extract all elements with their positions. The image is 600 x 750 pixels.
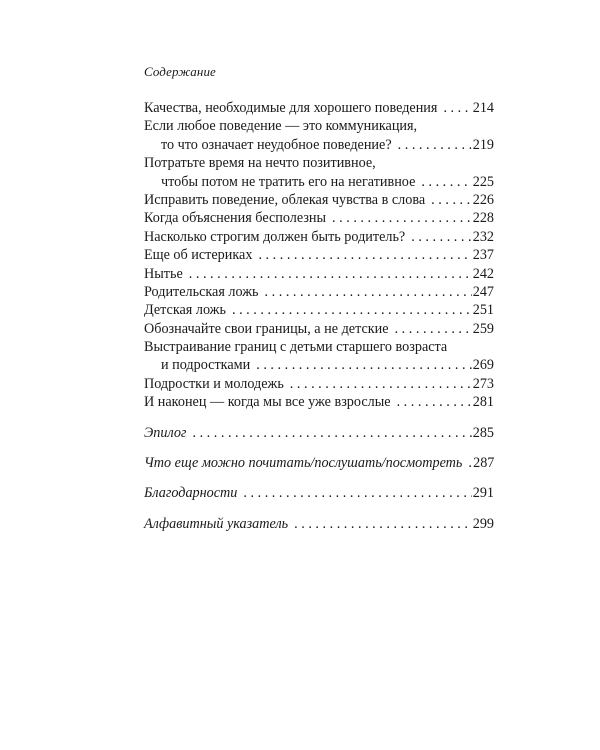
toc-entry-line (144, 209, 494, 227)
toc-entry-title: чтобы потом не тратить его на негативное (161, 173, 416, 190)
toc-entry (144, 154, 494, 191)
toc-entry (144, 228, 494, 246)
toc-entry-title: Алфавитный указатель (144, 515, 289, 532)
toc-entry (144, 99, 494, 117)
toc-entry-title: Обозначайте свои границы, а не детские (144, 320, 389, 337)
dot-leader (183, 265, 472, 283)
toc-entry-title: Исправить поведение, облекая чувства в слова (144, 191, 426, 208)
dot-leader (237, 484, 472, 502)
toc-entry-line (144, 484, 494, 502)
toc-entry (144, 484, 494, 502)
toc-entry-title: Что еще можно почитать/послушать/посмотреть (144, 455, 463, 472)
toc-entry-title: Потратьте время на нечто позитивное, (144, 155, 376, 172)
toc-entry-line (144, 338, 494, 356)
dot-leader (425, 191, 472, 209)
toc-entry-title: Выстраивание границ с детьми старшего возраста (144, 339, 448, 356)
toc-page-number: 291 (472, 485, 494, 502)
toc-entry-line (144, 246, 494, 264)
toc-entry-title: Нытье (144, 265, 183, 282)
toc-entry (144, 320, 494, 338)
toc-entry (144, 117, 494, 154)
toc-entry-title: Эпилог (144, 424, 187, 441)
toc-entry-line (144, 301, 494, 319)
toc-entry-line (144, 424, 494, 442)
toc-entry (144, 375, 494, 393)
toc-entry-title: то что означает неудобное поведение? (161, 136, 392, 153)
toc-page-number: 259 (472, 320, 494, 337)
toc-page-number: 247 (472, 283, 494, 300)
toc-entry-line (144, 393, 494, 411)
dot-leader (252, 246, 472, 264)
dot-leader (392, 136, 472, 154)
toc-entry-line (144, 191, 494, 209)
toc-entry (144, 265, 494, 283)
entry-gap (144, 472, 494, 484)
toc-entry-line (144, 136, 494, 154)
toc-page-number: 219 (472, 136, 494, 153)
toc-entry-line (144, 228, 494, 246)
toc-entry (144, 454, 494, 472)
toc-page-number: 237 (472, 247, 494, 264)
toc-entry-title: Насколько строгим должен быть родитель? (144, 228, 406, 245)
dot-leader (250, 356, 472, 374)
toc-entry-line (144, 117, 494, 135)
table-of-contents (144, 99, 494, 533)
toc-entry-line (144, 265, 494, 283)
dot-leader (437, 99, 472, 117)
toc-page-number: 214 (472, 100, 494, 116)
toc-entry-title: и подростками (161, 357, 251, 374)
dot-leader (226, 301, 472, 319)
toc-page-number: 269 (472, 357, 494, 374)
toc-entry (144, 283, 494, 301)
toc-page-number: 273 (472, 375, 494, 392)
running-head: Содержание (144, 64, 216, 79)
toc-entry-title: Еще об истериках (144, 247, 253, 264)
toc-entry (144, 393, 494, 411)
dot-leader (415, 173, 472, 191)
entry-gap (144, 412, 494, 424)
toc-entry-line (144, 154, 494, 172)
toc-entry-line (144, 283, 494, 301)
toc-entry-title: Когда объяснения бесполезны (144, 210, 327, 227)
entry-gap (144, 503, 494, 515)
toc-entry-line (144, 173, 494, 191)
dot-leader (186, 424, 472, 442)
toc-entry-line (144, 515, 494, 533)
toc-entry-title: Благодарности (144, 485, 238, 502)
toc-entry (144, 191, 494, 209)
dot-leader (259, 283, 472, 301)
toc-page-number: 287 (473, 455, 495, 472)
dot-leader (288, 515, 472, 533)
toc-entry-title: Детская ложь (144, 302, 226, 319)
toc-entry-title: Родительская ложь (144, 283, 259, 300)
toc-page-number: 226 (472, 191, 494, 208)
dot-leader (462, 454, 472, 472)
dot-leader (389, 320, 472, 338)
entry-gap (144, 442, 494, 454)
toc-page-number: 232 (472, 228, 494, 245)
toc-entry-title: Подростки и молодежь (144, 375, 284, 392)
toc-page-number: 281 (472, 394, 494, 411)
toc-entry (144, 209, 494, 227)
toc-entry-line (144, 454, 494, 472)
toc-page-number: 228 (472, 210, 494, 227)
toc-entry-line (144, 99, 494, 117)
toc-entry-line (144, 356, 494, 374)
dot-leader (284, 375, 472, 393)
toc-entry-title: И наконец — когда мы все уже взрослые (144, 394, 391, 411)
toc-entry-line (144, 320, 494, 338)
toc-page-number: 251 (472, 302, 494, 319)
dot-leader (326, 209, 472, 227)
dot-leader (391, 393, 472, 411)
toc-page-number: 299 (472, 515, 494, 532)
toc-entry (144, 424, 494, 442)
toc-entry (144, 338, 494, 375)
toc-entry-title: Качества, необходимые для хорошего поведения (144, 100, 438, 116)
toc-entry (144, 515, 494, 533)
toc-entry (144, 301, 494, 319)
toc-page-number: 225 (472, 173, 494, 190)
toc-entry-line (144, 375, 494, 393)
dot-leader (405, 228, 472, 246)
toc-page-number: 242 (472, 265, 494, 282)
toc-entry-title: Если любое поведение — это коммуникация, (144, 118, 418, 135)
toc-page-number: 285 (472, 424, 494, 441)
toc-entry (144, 246, 494, 264)
